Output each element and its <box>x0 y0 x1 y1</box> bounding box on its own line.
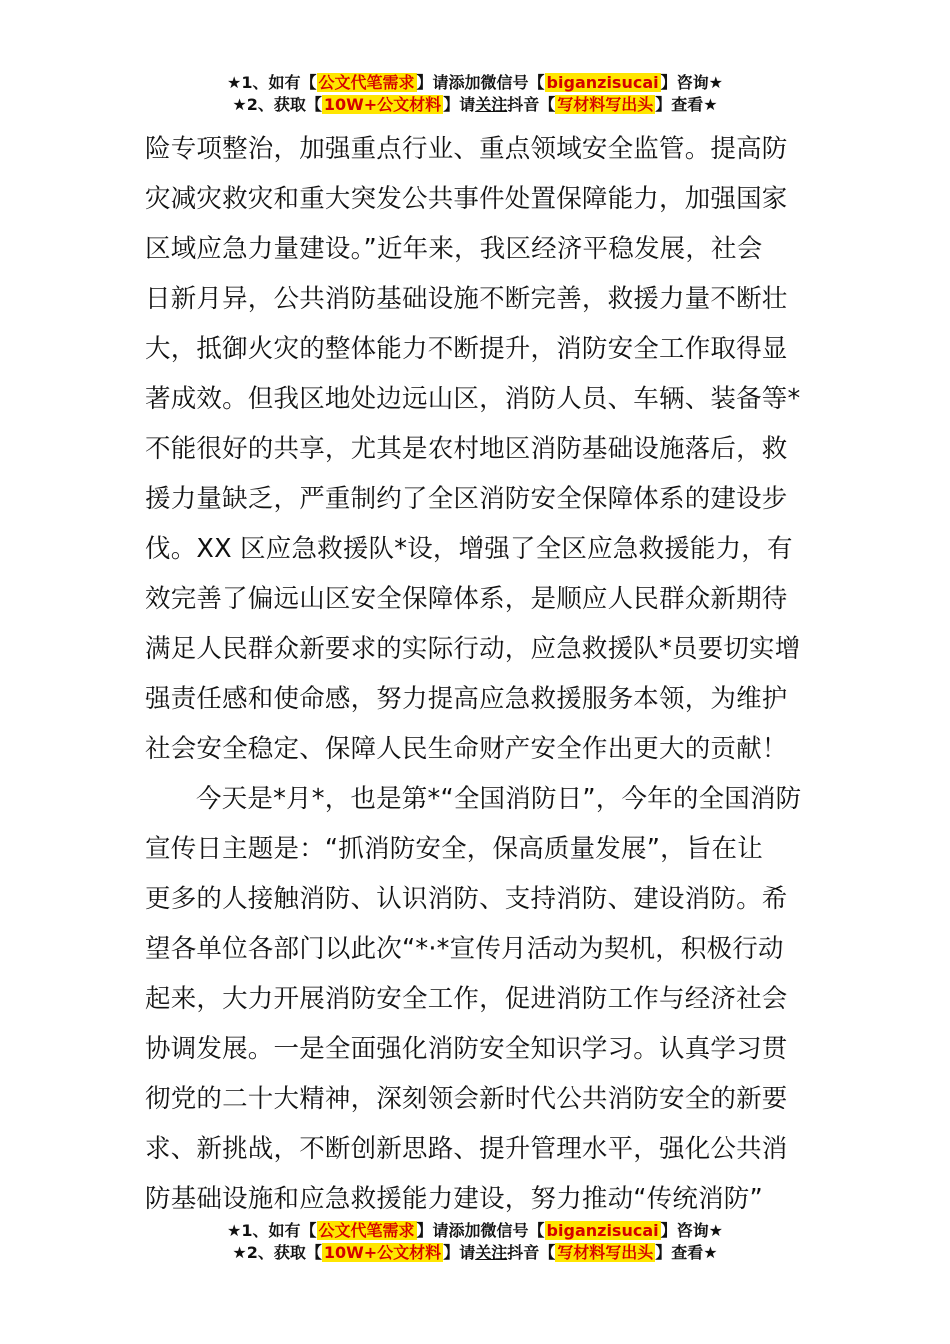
paragraph-start-line: 今天是*月*，也是第*“全国消防日”，今年的全国消防 <box>196 784 802 814</box>
body-line: 彻党的二十大精神，深刻领会新时代公共消防安全的新要 <box>145 1084 788 1114</box>
body-line: 望各单位各部门以此次“*·*宣传月活动为契机，积极行动 <box>145 934 784 964</box>
body-line: 防基础设施和应急救援能力建设，努力推动“传统消防” <box>145 1184 763 1214</box>
top-banner-line-2: ★2、获取【 10W+公文材料 】请关注抖音【 写材料写出头 】查看★ <box>232 95 718 114</box>
body-line: 大，抵御火灾的整体能力不断提升，消防安全工作取得显 <box>145 334 788 364</box>
document-body <box>145 124 809 1224</box>
highlight-wechat-id: biganzisucai <box>546 73 659 92</box>
bottom-banner-line-2: ★2、获取【 10W+公文材料 】请关注抖音【 写材料写出头 】查看★ <box>232 1243 718 1262</box>
body-line: 更多的人接触消防、认识消防、支持消防、建设消防。希 <box>145 884 788 914</box>
top-banner-line-1: ★1、如有【 公文代笔需求 】请添加微信号【 biganzisucai 】咨询★ <box>227 73 723 92</box>
body-line: 不能很好的共享，尤其是农村地区消防基础设施落后，救 <box>145 434 788 464</box>
body-line: 宣传日主题是：“抓消防安全，保高质量发展”，旨在让 <box>145 834 763 864</box>
top-promo-banner <box>0 72 950 116</box>
body-line: 协调发展。一是全面强化消防安全知识学习。认真学习贯 <box>145 1034 788 1064</box>
body-line: 伐。XX 区应急救援队*设，增强了全区应急救援能力，有 <box>145 534 793 564</box>
body-line: 援力量缺乏，严重制约了全区消防安全保障体系的建设步 <box>145 484 788 514</box>
body-line: 区域应急力量建设。”近年来，我区经济平稳发展，社会 <box>145 234 763 264</box>
bottom-banner-line-1: ★1、如有【 公文代笔需求 】请添加微信号【 biganzisucai 】咨询★ <box>227 1221 723 1240</box>
body-line: 险专项整治，加强重点行业、重点领域安全监管。提高防 <box>145 134 788 164</box>
bottom-promo-banner <box>0 1220 950 1264</box>
body-line: 效完善了偏远山区安全保障体系，是顺应人民群众新期待 <box>145 584 788 614</box>
highlight-douyin: 写材料写出头 <box>557 1243 654 1262</box>
highlight-ghostwriting: 公文代笔需求 <box>318 1221 415 1240</box>
highlight-ghostwriting: 公文代笔需求 <box>318 73 415 92</box>
body-line: 强责任感和使命感，努力提高应急救援服务本领，为维护 <box>145 684 788 714</box>
body-line: 满足人民群众新要求的实际行动，应急救援队*员要切实增 <box>145 634 801 664</box>
body-line: 求、新挑战，不断创新思路、提升管理水平，强化公共消 <box>145 1134 788 1164</box>
highlight-materials: 10W+公文材料 <box>323 95 442 114</box>
body-line: 起来，大力开展消防安全工作，促进消防工作与经济社会 <box>145 984 788 1014</box>
body-line: 社会安全稳定、保障人民生命财产安全作出更大的贡献！ <box>145 734 788 764</box>
body-line: 灾减灾救灾和重大突发公共事件处置保障能力，加强国家 <box>145 184 788 214</box>
body-line: 著成效。但我区地处边远山区，消防人员、车辆、装备等* <box>145 384 801 414</box>
highlight-wechat-id: biganzisucai <box>546 1221 659 1240</box>
highlight-materials: 10W+公文材料 <box>323 1243 442 1262</box>
body-line: 日新月异，公共消防基础设施不断完善，救援力量不断壮 <box>145 284 788 314</box>
highlight-douyin: 写材料写出头 <box>557 95 654 114</box>
